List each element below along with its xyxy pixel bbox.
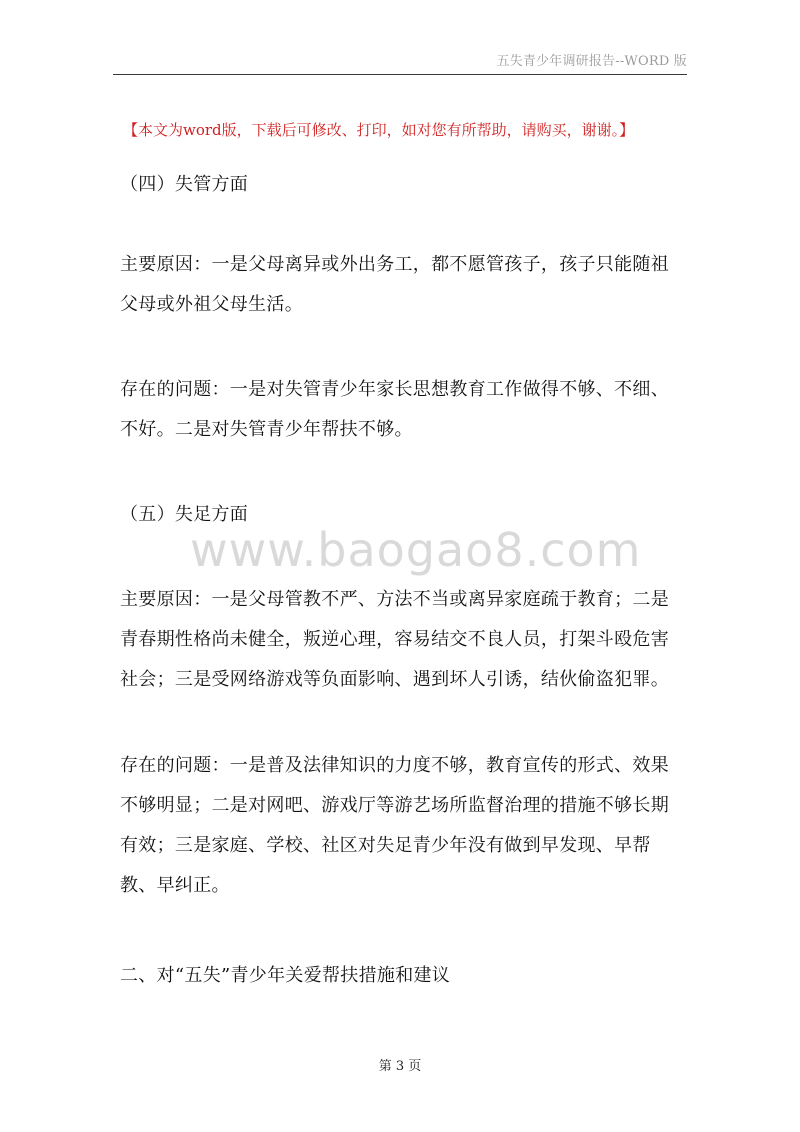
watermark-text: www.baogao8.com [190,523,642,577]
page-header-title: 五失青少年调研报告--WORD 版 [496,54,687,69]
section5-problems-paragraph: 存在的问题：一是普及法律知识的力度不够，教育宣传的形式、效果不够明显；二是对网吧、游戏厅等游艺场所监督治理的措施不够长期有效；三是家庭、学校、社区对失足青少年没有做到早发现、早帮教、早纠正。 [120,755,669,896]
section5-heading: （五）失足方面 [120,504,249,525]
header-divider [113,74,687,75]
section4-problems-paragraph: 存在的问题：一是对失管青少年家长思想教育工作做得不够、不细、不好。二是对失管青少年帮扶不够。 [120,379,669,440]
download-notice: 【本文为word版，下载后可修改、打印，如对您有所帮助，请购买，谢谢。】 [123,121,635,139]
part2-heading: 二、对“五失”青少年关爱帮扶措施和建议 [120,965,451,986]
page-number: 第 3 页 [378,1059,422,1074]
section4-causes-paragraph: 主要原因：一是父母离异或外出务工，都不愿管孩子，孩子只能随祖父母或外祖父母生活。 [120,254,669,315]
section4-heading: （四）失管方面 [120,174,249,195]
section5-causes-paragraph: 主要原因：一是父母管教不严、方法不当或离异家庭疏于教育；二是青春期性格尚未健全，叛逆心理，容易结交不良人员，打架斗殴危害社会；三是受网络游戏等负面影响、遇到坏人引诱，结伙偷盗犯罪。 [120,589,669,690]
